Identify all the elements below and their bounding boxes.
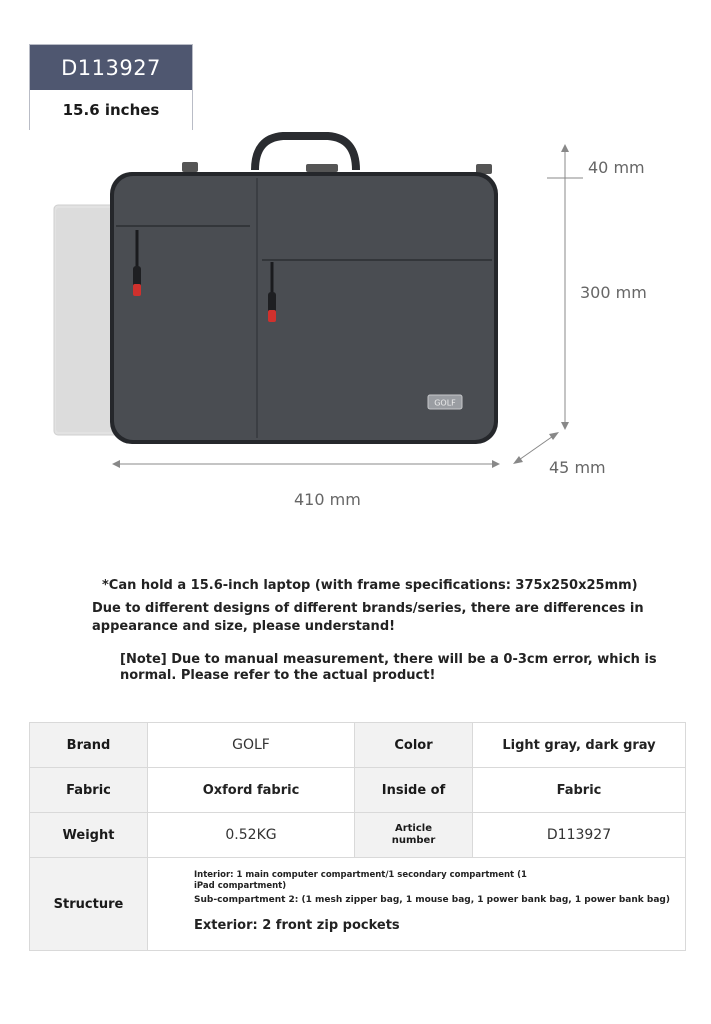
structure-exterior: Exterior: 2 front zip pockets bbox=[194, 917, 400, 933]
table-row bbox=[30, 723, 686, 768]
spec-table bbox=[29, 722, 686, 951]
dimension-depth: 45 mm bbox=[549, 458, 606, 477]
design-note-line1: Due to different designs of different brands/series, there are differences in bbox=[92, 601, 644, 616]
article-label-line2: number bbox=[391, 835, 436, 846]
weight-value: 0.52KG bbox=[148, 813, 355, 858]
structure-value bbox=[148, 858, 686, 951]
inside-value: Fabric bbox=[473, 768, 686, 813]
article-label-line1: Article bbox=[394, 823, 433, 834]
model-badge bbox=[29, 44, 193, 130]
dimension-width: 410 mm bbox=[294, 490, 361, 509]
inside-label: Inside of bbox=[355, 768, 473, 813]
fabric-label: Fabric bbox=[30, 768, 148, 813]
structure-subcompartment: Sub-compartment 2: (1 mesh zipper bag, 1 mouse bag, 1 power bank bag, 1 power bank bag) bbox=[194, 894, 670, 905]
handle-shape bbox=[255, 136, 356, 170]
model-number: D113927 bbox=[30, 45, 192, 90]
brand-value: GOLF bbox=[148, 723, 355, 768]
bag-logo-text: GOLF bbox=[434, 398, 456, 408]
measure-note-line2: normal. Please refer to the actual product! bbox=[120, 668, 436, 683]
table-row bbox=[30, 858, 686, 951]
table-row bbox=[30, 768, 686, 813]
fabric-value: Oxford fabric bbox=[148, 768, 355, 813]
table-row bbox=[30, 813, 686, 858]
capacity-note: *Can hold a 15.6-inch laptop (with frame specifications: 375x250x25mm) bbox=[102, 578, 638, 593]
dimension-height: 300 mm bbox=[580, 283, 647, 302]
color-label: Color bbox=[355, 723, 473, 768]
article-number-label bbox=[355, 813, 473, 858]
dimension-handle: 40 mm bbox=[588, 158, 645, 177]
weight-label: Weight bbox=[30, 813, 148, 858]
measure-note-line1: [Note] Due to manual measurement, there will be a 0-3cm error, which is bbox=[120, 652, 657, 667]
laptop-bag-illustration bbox=[0, 120, 711, 550]
brand-label: Brand bbox=[30, 723, 148, 768]
design-note-line2: appearance and size, please understand! bbox=[92, 619, 396, 634]
color-value: Light gray, dark gray bbox=[473, 723, 686, 768]
structure-label: Structure bbox=[30, 858, 148, 951]
screen-size: 15.6 inches bbox=[30, 90, 192, 130]
article-number-value: D113927 bbox=[473, 813, 686, 858]
structure-interior: Interior: 1 main computer compartment/1 secondary compartment (1 iPad compartment) bbox=[194, 869, 527, 891]
